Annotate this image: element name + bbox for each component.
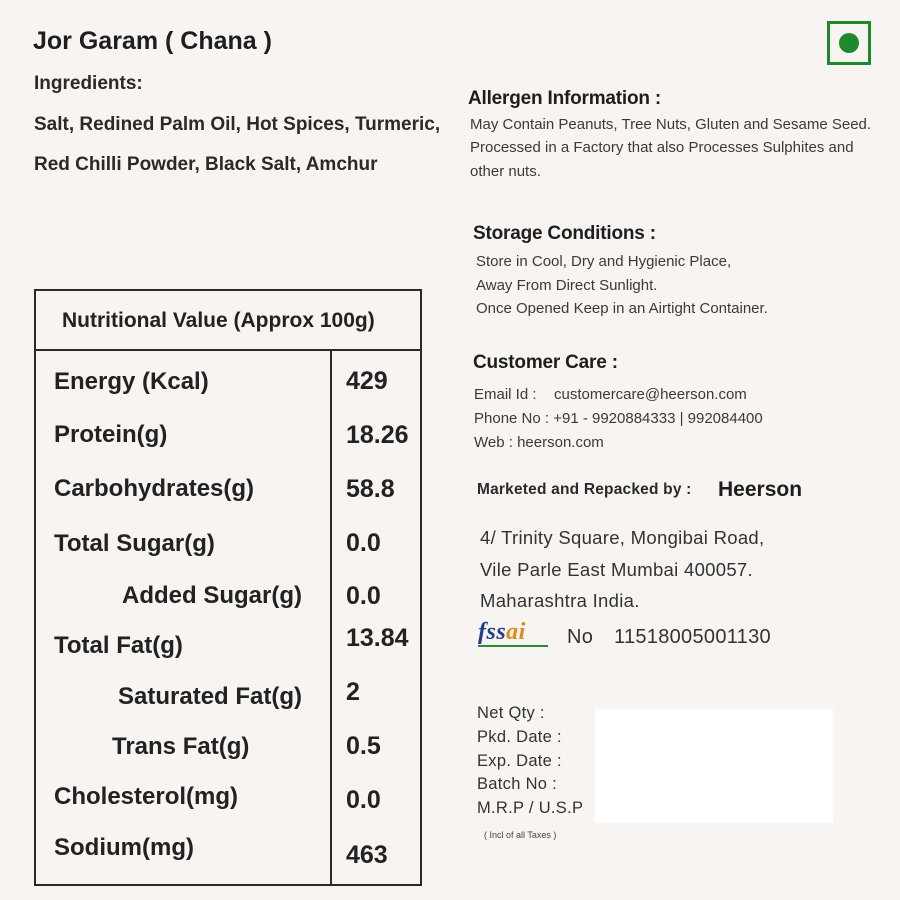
email-address: customercare@heerson.com [554,386,747,403]
nutrient-value: 429 [346,367,388,395]
ingredients-line: Red Chilli Powder, Black Salt, Amchur [34,154,378,175]
allergen-heading: Allergen Information : [468,88,661,109]
phone-line: Phone No : +91 - 9920884333 | 992084400 [474,410,763,427]
brand-name: Heerson [718,478,803,501]
address-line: Vile Parle East Mumbai 400057. [480,559,753,580]
allergen-line: May Contain Peanuts, Tree Nuts, Gluten and Sesame Seed. [470,116,872,133]
storage-line: Store in Cool, Dry and Hygienic Place, [476,253,732,270]
storage-line: Once Opened Keep in an Airtight Container. [476,300,768,317]
mrp-label: M.R.P / U.S.P [477,799,584,817]
nutrition-header-text: Nutritional Value (Approx 100g) [62,309,375,332]
nutrient-label: Sodium(mg) [54,834,194,861]
tax-note: ( Incl of all Taxes ) [484,830,557,840]
pkd-date-label: Pkd. Date : [477,728,562,746]
fssai-logo-icon [478,619,526,646]
nutrient-label: Energy (Kcal) [54,368,209,395]
fssai-underline [478,645,548,647]
storage-heading: Storage Conditions : [473,223,656,244]
nutrient-label: Cholesterol(mg) [54,783,239,810]
nutrient-value: 2 [346,678,360,706]
allergen-line: other nuts. [470,163,541,180]
nutrient-label: Saturated Fat(g) [118,683,303,710]
fssai-no-label: No [567,626,594,648]
customer-care-heading: Customer Care : [473,352,618,373]
email-label: Email Id : [474,386,537,403]
allergen-line: Processed in a Factory that also Processes Sulphites and [470,139,854,156]
nutrient-value: 18.26 [346,421,409,449]
product-title: Jor Garam ( Chana ) [33,27,272,55]
nutrient-label: Trans Fat(g) [112,733,250,760]
ingredients-line: Salt, Redined Palm Oil, Hot Spices, Turmeric, [34,114,441,135]
nutrient-value: 463 [346,841,388,869]
nutrient-value: 0.0 [346,786,381,814]
table-divider [330,351,332,884]
address-line: 4/ Trinity Square, Mongibai Road, [480,527,765,548]
veg-symbol-icon [827,21,871,65]
fssai-number: 11518005001130 [614,626,771,648]
nutrient-value: 13.84 [346,624,409,652]
net-qty-label: Net Qty : [477,704,545,722]
nutrient-label: Total Fat(g) [54,632,183,659]
storage-line: Away From Direct Sunlight. [476,277,658,294]
nutrient-label: Added Sugar(g) [122,582,302,609]
fssai-logo-text: fss [478,619,507,645]
fssai-logo-text-accent: ai [506,619,526,645]
address-line: Maharashtra India. [480,590,640,611]
exp-date-label: Exp. Date : [477,752,562,770]
web-line: Web : heerson.com [474,434,604,451]
nutrition-table [34,289,422,886]
nutrient-label: Protein(g) [54,421,168,448]
nutrient-value: 0.5 [346,732,381,760]
nutrition-header [36,291,420,351]
nutrient-label: Carbohydrates(g) [54,475,255,502]
nutrient-value: 0.0 [346,582,381,610]
ingredients-heading: Ingredients: [34,73,143,94]
batch-no-label: Batch No : [477,775,558,793]
print-area-box [595,709,833,823]
nutrient-label: Total Sugar(g) [54,530,215,557]
nutrient-value: 58.8 [346,475,395,503]
marketed-by-label: Marketed and Repacked by : [477,481,692,498]
nutrient-value: 0.0 [346,529,381,557]
